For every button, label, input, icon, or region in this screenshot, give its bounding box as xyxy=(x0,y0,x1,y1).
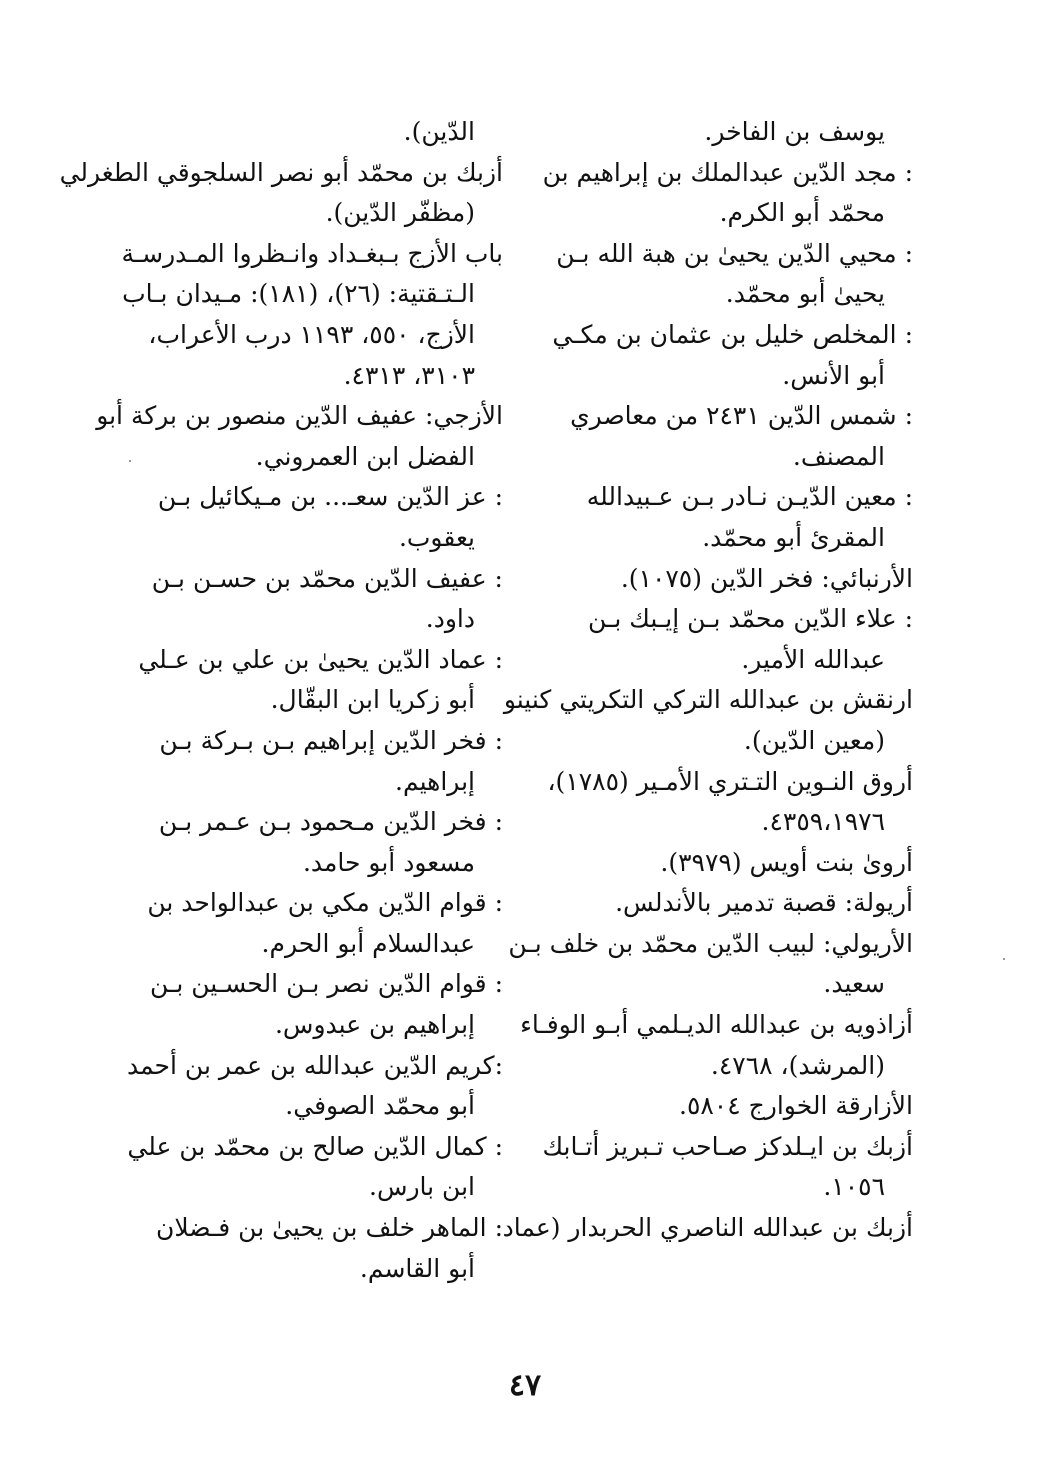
index-line: : قوام الدّين نصر بـن الحسـين بـن xyxy=(149,969,503,999)
index-line: : المخلص خليل بن عثمان بن مكـي xyxy=(552,319,913,349)
index-column-right xyxy=(502,112,913,1249)
index-line: أرویٰ بنت أويس (٣٩٧٩). xyxy=(660,847,913,877)
index-line: سعيد. xyxy=(823,969,885,999)
index-line: ١٠٥٦. xyxy=(823,1172,885,1202)
index-line: ٤٣٥٩،١٩٧٦. xyxy=(761,807,885,837)
index-line: أزبك بن عبدالله الناصري الحربدار (عماد xyxy=(502,1213,913,1243)
index-line: : عز الدّين سعـ... بن مـيكائيل بـن xyxy=(157,482,503,512)
index-line: أزاذويه بن عبدالله الديـلمي أبـو الوفـاء xyxy=(520,1010,913,1040)
index-line: : الماهر خلف بن يحيىٰ بن فـضلان xyxy=(155,1213,503,1243)
index-line: أبو زكريا ابن البقّال. xyxy=(270,685,475,715)
index-line: الأزج، ٥٥٠، ١١٩٣ درب الأعراب، xyxy=(148,319,475,349)
index-line: : كمال الدّين صالح بن محمّد بن علي xyxy=(127,1131,503,1161)
index-line: أبو القاسم. xyxy=(359,1253,475,1283)
index-line: الفضل ابن العمروني. xyxy=(255,441,475,471)
index-line: باب الأزج بـبغـداد وانـظروا المـدرسـة xyxy=(121,238,503,268)
index-line: الأرنبائي: فخر الدّين (١٠٧٥). xyxy=(620,563,913,593)
index-line: الأزارقة الخوارج ٥٨٠٤. xyxy=(679,1091,913,1121)
index-line: : عماد الدّين يحيىٰ بن علي بن عـلي xyxy=(138,644,503,674)
index-line: ارنقش بن عبدالله التركي التكريتي كنينو xyxy=(503,685,913,715)
index-line: أبو الأنس. xyxy=(782,360,885,390)
index-column-left xyxy=(59,112,503,1289)
index-line: إبراهيم. xyxy=(395,766,475,796)
index-line: أزبك بن ايـلدكز صـاحب تـبريز أتـابك xyxy=(542,1131,913,1161)
index-line: ٣١٠٣، ٤٣١٣. xyxy=(343,360,475,390)
index-line: الأريولي: لبيب الدّين محمّد بن خلف بـن xyxy=(508,928,913,958)
index-line: : محيي الدّين يحيىٰ بن هبة الله بـن xyxy=(556,238,913,268)
index-line: : عفيف الدّين محمّد بن حسـن بـن xyxy=(151,563,503,593)
index-line: المقرئ أبو محمّد. xyxy=(702,522,885,552)
index-line: الـتـقتية: (٢٦)، (١٨١): مـيدان بـاب xyxy=(122,279,475,309)
index-line: يحيىٰ أبو محمّد. xyxy=(725,279,885,309)
index-line: (المرشد)، ٤٧٦٨. xyxy=(710,1050,885,1080)
index-line: أزبك بن محمّد أبو نصر السلجوقي الطغرلي xyxy=(59,157,503,187)
index-line: : فخر الدّين إبراهيم بـن بـركة بـن xyxy=(159,725,503,755)
index-line: الأزجي: عفيف الدّين منصور بن بركة أبو xyxy=(96,401,503,431)
index-line: : معين الدّيـن نـادر بـن عـبيدالله xyxy=(586,482,913,512)
index-line: يوسف بن الفاخر. xyxy=(704,117,885,146)
index-line: عبدالسلام أبو الحرم. xyxy=(261,928,475,958)
index-line: : شمس الدّين ٢٤٣١ من معاصري xyxy=(570,401,913,431)
page-number: ٤٧ xyxy=(508,1368,542,1403)
index-line: أريولة: قصبة تدمير بالأندلس. xyxy=(615,888,913,918)
index-line: محمّد أبو الكرم. xyxy=(719,198,885,228)
index-line: : فخر الدّين مـحمود بـن عـمر بـن xyxy=(158,807,503,837)
index-line: إبراهيم بن عبدوس. xyxy=(274,1010,475,1040)
index-line: عبدالله الأمير. xyxy=(741,644,885,674)
index-line: أروق النـوين التـتري الأمـير (١٧٨٥)، xyxy=(547,766,913,796)
index-line: : مجد الدّين عبدالملك بن إبراهيم بن xyxy=(542,157,913,187)
index-line: :كريم الدّين عبدالله بن عمر بن أحمد xyxy=(126,1050,503,1080)
index-line: الدّين). xyxy=(403,117,475,146)
index-line: أبو محمّد الصوفي. xyxy=(285,1091,475,1121)
index-line: (معين الدّين). xyxy=(743,725,885,755)
index-line: داود. xyxy=(425,604,475,634)
index-line: يعقوب. xyxy=(398,522,475,552)
index-line: المصنف. xyxy=(792,441,885,471)
scan-speck xyxy=(1003,958,1005,960)
index-line: مسعود أبو حامد. xyxy=(302,847,475,877)
index-line: : قوام الدّين مكي بن عبدالواحد بن xyxy=(147,888,503,918)
scan-speck xyxy=(129,460,131,462)
index-line: (مظفّر الدّين). xyxy=(325,198,475,228)
index-line: : علاء الدّين محمّد بـن إيـبك بـن xyxy=(588,604,913,634)
index-line: ابن بارس. xyxy=(369,1172,475,1202)
